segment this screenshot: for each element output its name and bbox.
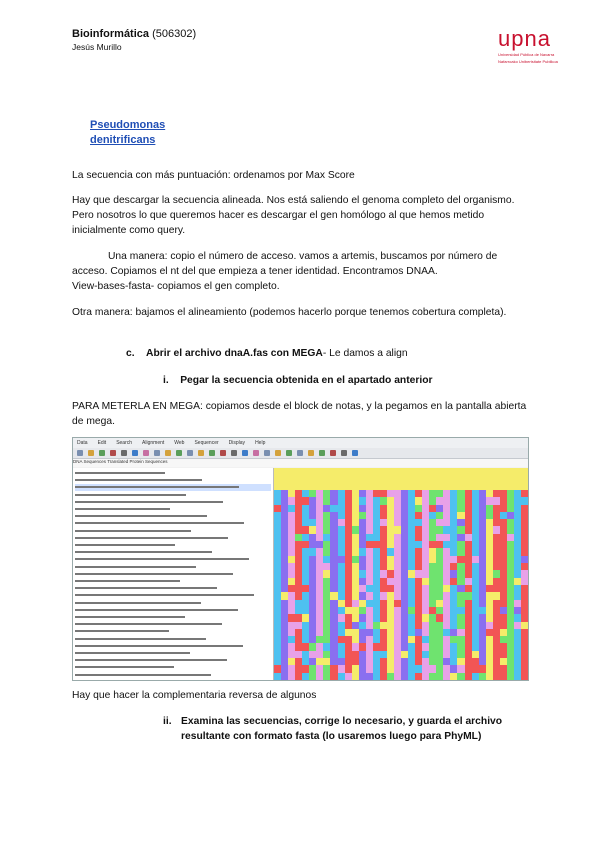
- sequence-name-row[interactable]: [75, 528, 271, 535]
- sequence-name-text: [75, 659, 227, 661]
- course-title: [72, 28, 196, 40]
- sequence-name-text: [75, 609, 238, 611]
- sequence-name-row[interactable]: [75, 657, 271, 664]
- mega-toolbar-icon[interactable]: [187, 450, 193, 456]
- sequence-name-text: [75, 494, 186, 496]
- paragraph-reverse-complement: Hay que hacer la complementaria reversa de algunos: [72, 690, 317, 701]
- paragraph-max-score: La secuencia con más puntuación: ordenamos por Max Score: [72, 170, 355, 181]
- mega-toolbar-icon[interactable]: [308, 450, 314, 456]
- sequence-name-row[interactable]: [75, 484, 271, 491]
- mega-toolbar-icon[interactable]: [341, 450, 347, 456]
- list-item-c-label: c.: [126, 348, 135, 359]
- sequence-name-text: [75, 472, 165, 474]
- mega-menu-web[interactable]: Web: [174, 440, 185, 446]
- sequence-name-text: [75, 674, 211, 676]
- mega-menubar: [73, 438, 528, 448]
- sequence-name-text: [75, 566, 196, 568]
- sequence-name-row[interactable]: [75, 520, 271, 527]
- list-item-c-text: Abrir el archivo dnaA.fas con MEGA: [146, 348, 323, 359]
- mega-menu-sequencer[interactable]: Sequencer: [194, 440, 219, 446]
- sequence-name-row[interactable]: [75, 621, 271, 628]
- sequence-name-row[interactable]: [75, 549, 271, 556]
- sequence-name-row[interactable]: [75, 664, 271, 671]
- mega-toolbar-icon[interactable]: [154, 450, 160, 456]
- mega-menu-edit[interactable]: Edit: [97, 440, 107, 446]
- course-code: (506302): [152, 28, 197, 40]
- logo-wordmark: upna: [498, 26, 551, 51]
- mega-toolbar-icon[interactable]: [198, 450, 204, 456]
- sequence-name-text: [75, 623, 222, 625]
- sequence-name-row[interactable]: [75, 607, 271, 614]
- sequence-name-row[interactable]: [75, 492, 271, 499]
- mega-toolbar-icon[interactable]: [165, 450, 171, 456]
- sequence-name-text: [75, 594, 254, 596]
- sequence-name-row[interactable]: [75, 513, 271, 520]
- sequence-name-text: [75, 558, 249, 560]
- sequence-name-text: [75, 587, 217, 589]
- sequence-name-row[interactable]: [75, 477, 271, 484]
- sequence-name-row[interactable]: [75, 592, 271, 599]
- mega-toolbar-icon[interactable]: [319, 450, 325, 456]
- mega-toolbar: [73, 448, 528, 459]
- paragraph-mega: PARA METERLA EN MEGA: copiamos desde el block de notas, y la pegamos en la pantalla abierta de mega.: [72, 401, 527, 427]
- mega-toolbar-icon[interactable]: [286, 450, 292, 456]
- mega-toolbar-icon[interactable]: [88, 450, 94, 456]
- logo-subtitle-2: Nafarroako Unibertsitate Publikoa: [498, 59, 558, 64]
- sequence-name-text: [75, 638, 206, 640]
- sequence-name-text: [75, 602, 201, 604]
- sequence-name-row[interactable]: [75, 600, 271, 607]
- first-way-line: Una manera: copio el número de acceso. vamos a artemis, buscamos por número de acceso. Copiamos el nt del que empieza a tener identidad. Encontramos DNAA.: [72, 251, 498, 277]
- sequence-name-text: [75, 515, 207, 517]
- sequence-name-row[interactable]: [75, 556, 271, 563]
- sequence-name-text: [75, 551, 212, 553]
- list-item-c-rest: - Le damos a align: [322, 348, 408, 359]
- sequence-name-row[interactable]: [75, 564, 271, 571]
- mega-toolbar-icon[interactable]: [77, 450, 83, 456]
- list-item-ii: [163, 714, 523, 744]
- mega-menu-display[interactable]: Display: [228, 440, 246, 446]
- sequence-name-row[interactable]: [75, 535, 271, 542]
- list-item-i-text: Pegar la secuencia obtenida en el apartado anterior: [180, 375, 433, 386]
- sequence-name-text: [75, 652, 190, 654]
- sequence-name-text: [75, 508, 170, 510]
- sequence-name-text: [75, 479, 202, 481]
- list-item-i: [163, 373, 523, 388]
- mega-toolbar-icon[interactable]: [352, 450, 358, 456]
- mega-toolbar-icon[interactable]: [220, 450, 226, 456]
- sequence-grid: [274, 468, 528, 680]
- mega-toolbar-icon[interactable]: [242, 450, 248, 456]
- paragraph-second-way: Otra manera: bajamos el alineamiento (podemos hacerlo porque tenemos cobertura completa).: [72, 307, 507, 318]
- sequence-name-text: [75, 580, 180, 582]
- mega-menu-help[interactable]: Help: [255, 440, 266, 446]
- logo-subtitle-1: Universidad Pública de Navarra: [498, 52, 555, 57]
- mega-toolbar-icon[interactable]: [176, 450, 182, 456]
- mega-toolbar-icon[interactable]: [132, 450, 138, 456]
- course-name: Bioinformática: [72, 28, 150, 40]
- mega-toolbar-icon[interactable]: [110, 450, 116, 456]
- sequence-name-text: [75, 537, 228, 539]
- sequence-name-row[interactable]: [75, 643, 271, 650]
- sequence-name-text: [75, 616, 185, 618]
- mega-toolbar-icon[interactable]: [143, 450, 149, 456]
- sequence-name-text: [75, 573, 233, 575]
- sequence-name-text: [75, 544, 175, 546]
- sequence-name-row[interactable]: [75, 571, 271, 578]
- author-name: Jesús Murillo: [72, 42, 122, 52]
- sequence-name-row[interactable]: [75, 636, 271, 643]
- mega-menu-data[interactable]: Data: [77, 440, 88, 446]
- upna-logo: [498, 28, 568, 64]
- first-way-view: View-bases-fasta- copiamos el gen completo.: [72, 281, 280, 292]
- mega-toolbar-icon[interactable]: [231, 450, 237, 456]
- sequence-name-row[interactable]: [75, 614, 271, 621]
- sequence-name-row[interactable]: [75, 585, 271, 592]
- sequence-name-row[interactable]: [75, 470, 271, 477]
- sequence-name-row[interactable]: [75, 506, 271, 513]
- sequence-name-text: [75, 645, 243, 647]
- mega-toolbar-icon[interactable]: [209, 450, 215, 456]
- mega-toolbar-icon[interactable]: [121, 450, 127, 456]
- mega-toolbar-icon[interactable]: [264, 450, 270, 456]
- species-genus[interactable]: Pseudomonas: [90, 119, 166, 131]
- sequence-name-panel: [73, 468, 274, 680]
- alignment-cell: [521, 673, 529, 681]
- mega-toolbar-icon[interactable]: [253, 450, 259, 456]
- mega-toolbar-icon[interactable]: [99, 450, 105, 456]
- mega-toolbar-icon[interactable]: [275, 450, 281, 456]
- mega-menu-search[interactable]: Search: [116, 440, 133, 446]
- sequence-name-text: [75, 530, 191, 532]
- sequence-name-text: [75, 630, 169, 632]
- paragraph-download: Hay que descargar la secuencia alineada. Nos está saliendo el genoma completo del organismo. Pero nosotros lo que queremos hacer es descargar el gen homólogo al que hemos metido inicialmente como query.: [72, 195, 515, 236]
- sequence-name-row[interactable]: [75, 628, 271, 635]
- list-item-ii-label: ii.: [163, 716, 172, 727]
- sequence-name-text: [75, 501, 223, 503]
- sequence-name-text: [75, 522, 244, 524]
- paragraph-first-way: [72, 249, 532, 294]
- mega-toolbar-icon[interactable]: [330, 450, 336, 456]
- sequence-name-row[interactable]: [75, 650, 271, 657]
- sequence-name-row[interactable]: [75, 499, 271, 506]
- mega-tabs: DNA Sequences Translated Protein Sequences: [73, 459, 528, 467]
- mega-menu-alignment[interactable]: Alignment: [142, 440, 165, 446]
- species-epithet[interactable]: denitrificans: [90, 134, 156, 146]
- sequence-name-text: [75, 666, 174, 668]
- list-item-i-label: i.: [163, 375, 169, 386]
- sequence-name-row[interactable]: [75, 672, 271, 679]
- list-item-ii-text: Examina las secuencias, corrige lo necesario, y guarda el archivo resultante con formato fasta (lo usaremos luego para PhyML): [181, 716, 503, 742]
- sequence-name-row[interactable]: [75, 578, 271, 585]
- sequence-name-text: [75, 486, 239, 488]
- list-item-c: [126, 346, 526, 361]
- mega-alignment-screenshot: [72, 437, 529, 681]
- species-heading[interactable]: [90, 118, 165, 148]
- sequence-name-row[interactable]: [75, 542, 271, 549]
- mega-toolbar-icon[interactable]: [297, 450, 303, 456]
